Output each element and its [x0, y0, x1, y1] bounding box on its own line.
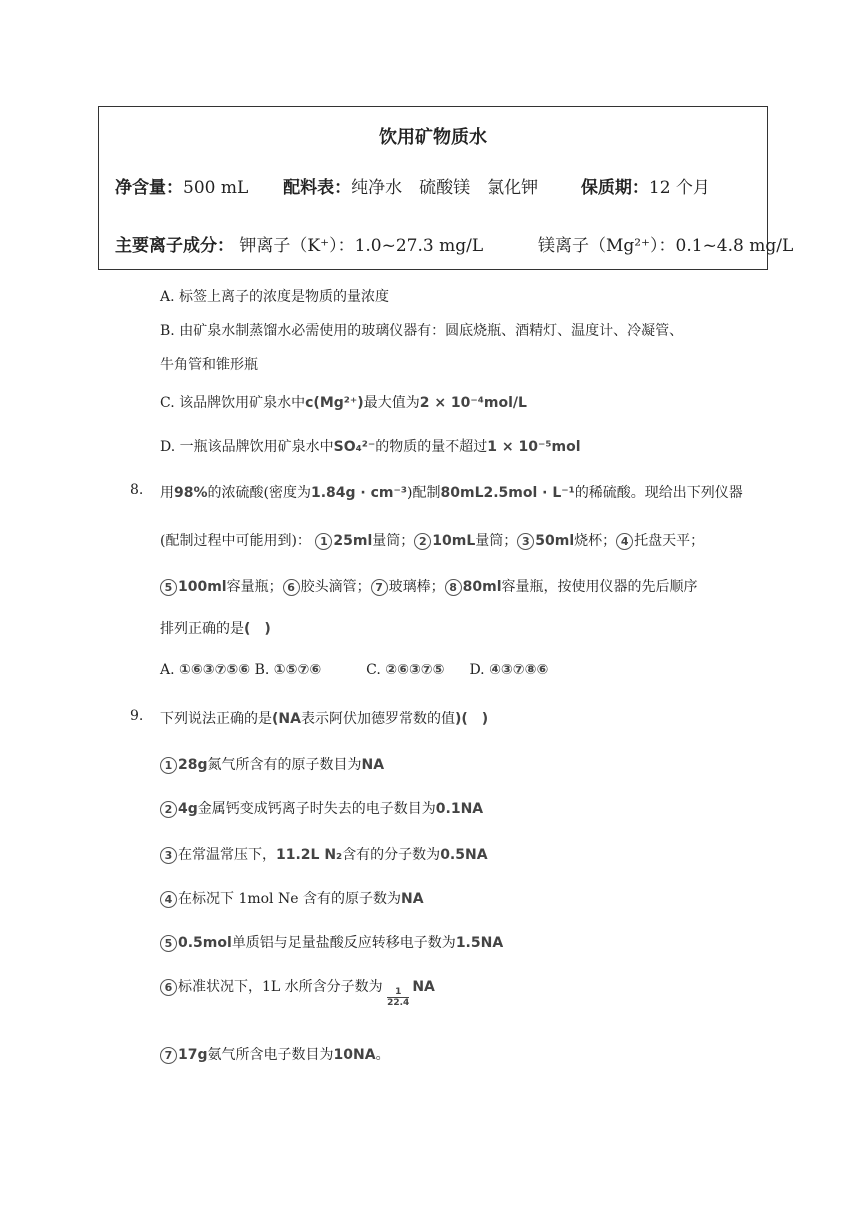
- q9-s3-text1: 在常温常压下，: [178, 847, 276, 863]
- q9-number: 9.: [130, 708, 144, 724]
- circled-number-icon: 7: [160, 1047, 177, 1064]
- q8-t5: 的稀硫酸。现给出下列仪器: [574, 485, 743, 501]
- q8-t7: )：: [291, 533, 311, 549]
- q9-s1-mass: 28g: [178, 757, 208, 773]
- q9-s3-text2: 含有的分子数为: [342, 847, 441, 863]
- ions-label: 主要离子成分：: [115, 236, 234, 256]
- q8-stem-line1: [160, 482, 743, 502]
- q7-option-b-line1: B. 由矿泉水制蒸馏水必需使用的玻璃仪器有：圆底烧瓶、酒精灯、温度计、冷凝管、: [160, 323, 684, 339]
- q8-option-a-label: A.: [160, 662, 175, 678]
- q9-answer-paren: )( ): [454, 711, 489, 727]
- q9-s3-value: 0.5NA: [440, 847, 488, 863]
- q7-option-d: [160, 436, 581, 456]
- shelf-label: 保质期：: [580, 178, 649, 198]
- q8-t2: 的浓硫酸: [207, 485, 264, 501]
- q8-t6: 配制过程中可能用到: [165, 533, 292, 549]
- q9-statement-7: [160, 1044, 390, 1064]
- circled-number-icon: 6: [160, 979, 177, 996]
- label-title: 饮用矿物质水: [379, 127, 487, 148]
- circled-number-icon: 3: [517, 533, 534, 550]
- q9-stem: [160, 708, 488, 728]
- q9-s6-fraction: [387, 987, 409, 1008]
- q9-t1: 下列说法正确的是: [160, 711, 272, 727]
- q9-s7-mass: 17g: [178, 1047, 208, 1063]
- q9-s1-text: 氮气所含有的原子数目为: [207, 757, 362, 773]
- q8-options: [160, 662, 548, 678]
- q8-density: 1.84g · cm⁻³: [310, 485, 408, 501]
- q8-item6-text: 胶头滴管；: [300, 579, 371, 595]
- circled-number-icon: 1: [160, 757, 177, 774]
- ingredients-label: 配料表：: [283, 178, 352, 198]
- fraction-numerator: 1: [395, 986, 402, 997]
- q9-statement-1: [160, 754, 384, 774]
- shelf-value: 12 个月: [648, 178, 710, 198]
- q8-t4: )配制: [407, 485, 441, 501]
- circled-number-icon: 5: [160, 935, 177, 952]
- q9-s6-value: NA: [412, 979, 435, 995]
- q9-statement-6: [160, 976, 435, 1008]
- q8-paren-open: (: [263, 485, 269, 501]
- q8-item5-value: 100ml: [178, 579, 227, 595]
- q9-s5-text: 单质铝与足量盐酸反应转移电子数为: [231, 935, 456, 951]
- q9-s2-value: 0.1NA: [435, 801, 484, 817]
- q9-t2: 表示阿伏加德罗常数的值: [300, 711, 455, 727]
- net-label: 净含量：: [115, 178, 183, 198]
- q8-item7-text: 玻璃棒；: [388, 579, 445, 595]
- q7-d-formula: SO₄²⁻: [333, 439, 376, 455]
- circled-number-icon: 1: [315, 533, 332, 550]
- q8-number: 8.: [130, 482, 144, 498]
- q7-c-text: C. 该品牌饮用矿泉水中: [160, 395, 306, 411]
- q8-item5-text: 容量瓶；: [226, 579, 283, 595]
- product-label: [98, 106, 794, 270]
- k-ion: 钾离子（K⁺）：1.0~27.3 mg/L: [239, 236, 484, 256]
- q9-s7-value: 10NA: [333, 1047, 376, 1063]
- q9-statement-3: [160, 844, 488, 864]
- circled-number-icon: 2: [160, 801, 177, 818]
- q8-stem-line4: [160, 618, 271, 638]
- q8-option-d-label: D.: [469, 662, 485, 678]
- q8-item4-text: 托盘天平；: [634, 533, 705, 549]
- q9-s1-value: NA: [361, 757, 385, 773]
- q8-item3-value: 50ml: [535, 533, 575, 549]
- q8-option-c-label: C.: [366, 662, 381, 678]
- fraction-denominator: 22.4: [387, 997, 410, 1008]
- circled-number-icon: 8: [445, 579, 462, 596]
- q9-statement-4: [160, 888, 424, 908]
- q7-d-value: 1 × 10⁻⁵mol: [487, 439, 581, 455]
- q8-t1: 用: [160, 485, 174, 501]
- q8-item1-value: 25ml: [333, 533, 373, 549]
- q9-s2-mass: 4g: [178, 801, 198, 817]
- q7-option-c: [160, 392, 527, 412]
- q7-d-mid: 的物质的量不超过: [375, 439, 488, 455]
- q9-statement-5: [160, 932, 503, 952]
- circled-number-icon: 5: [160, 579, 177, 596]
- q8-concentration: 98%: [174, 485, 208, 501]
- q7-c-formula: c(Mg²⁺): [305, 395, 364, 411]
- q8-item2-value: 10mL: [432, 533, 476, 549]
- q9-s2-text: 金属钙变成钙离子时失去的电子数目为: [197, 801, 436, 817]
- net-value: 500 mL: [183, 178, 249, 198]
- q8-option-a-value: ①⑥③⑦⑤⑥: [179, 662, 251, 678]
- q8-item2-text: 量筒；: [475, 533, 518, 549]
- q8-item3-text: 烧杯；: [574, 533, 617, 549]
- label-row-2: [115, 231, 793, 256]
- q8-item8-text: 容量瓶，按使用仪器的先后顺序: [501, 579, 698, 595]
- q7-c-value: 2 × 10⁻⁴mol/L: [419, 395, 527, 411]
- q8-t8: 排列正确的是: [160, 621, 244, 637]
- circled-number-icon: 7: [371, 579, 388, 596]
- q9-s6-text: 标准状况下，1L 水所含分子数为: [178, 979, 383, 995]
- circled-number-icon: 4: [160, 891, 177, 908]
- q8-stem-line2: [160, 530, 704, 550]
- q9-s4-value: NA: [400, 891, 424, 907]
- label-row-1: [115, 173, 710, 198]
- q8-t3: 密度为: [268, 485, 311, 501]
- circled-number-icon: 6: [283, 579, 300, 596]
- q9-statement-2: [160, 798, 483, 818]
- circled-number-icon: 2: [414, 533, 431, 550]
- q8-option-b-value: ①⑤⑦⑥: [273, 662, 322, 678]
- q8-item8-value: 80ml: [462, 579, 502, 595]
- q9-na: (NA: [272, 711, 301, 727]
- q7-option-a: A. 标签上离子的浓度是物质的量浓度: [160, 289, 390, 305]
- q8-stem-line3: [160, 576, 698, 596]
- q7-option-b-line2: 牛角管和锥形瓶: [160, 357, 258, 373]
- circled-number-icon: 4: [616, 533, 633, 550]
- q9-s7-text: 氨气所含电子数目为: [207, 1047, 334, 1063]
- q8-paren2: (: [160, 533, 166, 549]
- q8-option-b-label: B.: [254, 662, 270, 678]
- q8-target: 80mL2.5mol · L⁻¹: [440, 485, 575, 501]
- q8-option-d-value: ④③⑦⑧⑥: [489, 662, 549, 678]
- q7-c-mid: 最大值为: [363, 395, 420, 411]
- q9-s5-amount: 0.5mol: [178, 935, 232, 951]
- q8-answer-paren: ( ): [244, 621, 271, 637]
- mg-ion: 镁离子（Mg²⁺）：0.1~4.8 mg/L: [537, 236, 794, 256]
- q8-option-c-value: ②⑥③⑦⑤: [385, 662, 445, 678]
- q9-s3-volume: 11.2L N₂: [276, 847, 343, 863]
- q9-s7-end: 。: [375, 1047, 390, 1063]
- q8-item1-text: 量筒；: [372, 533, 415, 549]
- ingredients-value: 纯净水 硫酸镁 氯化钾: [351, 178, 539, 198]
- q9-s5-value: 1.5NA: [455, 935, 504, 951]
- circled-number-icon: 3: [160, 847, 177, 864]
- q7-d-text: D. 一瓶该品牌饮用矿泉水中: [160, 439, 334, 455]
- q9-s4-text: 在标况下 1mol Ne 含有的原子数为: [178, 891, 401, 907]
